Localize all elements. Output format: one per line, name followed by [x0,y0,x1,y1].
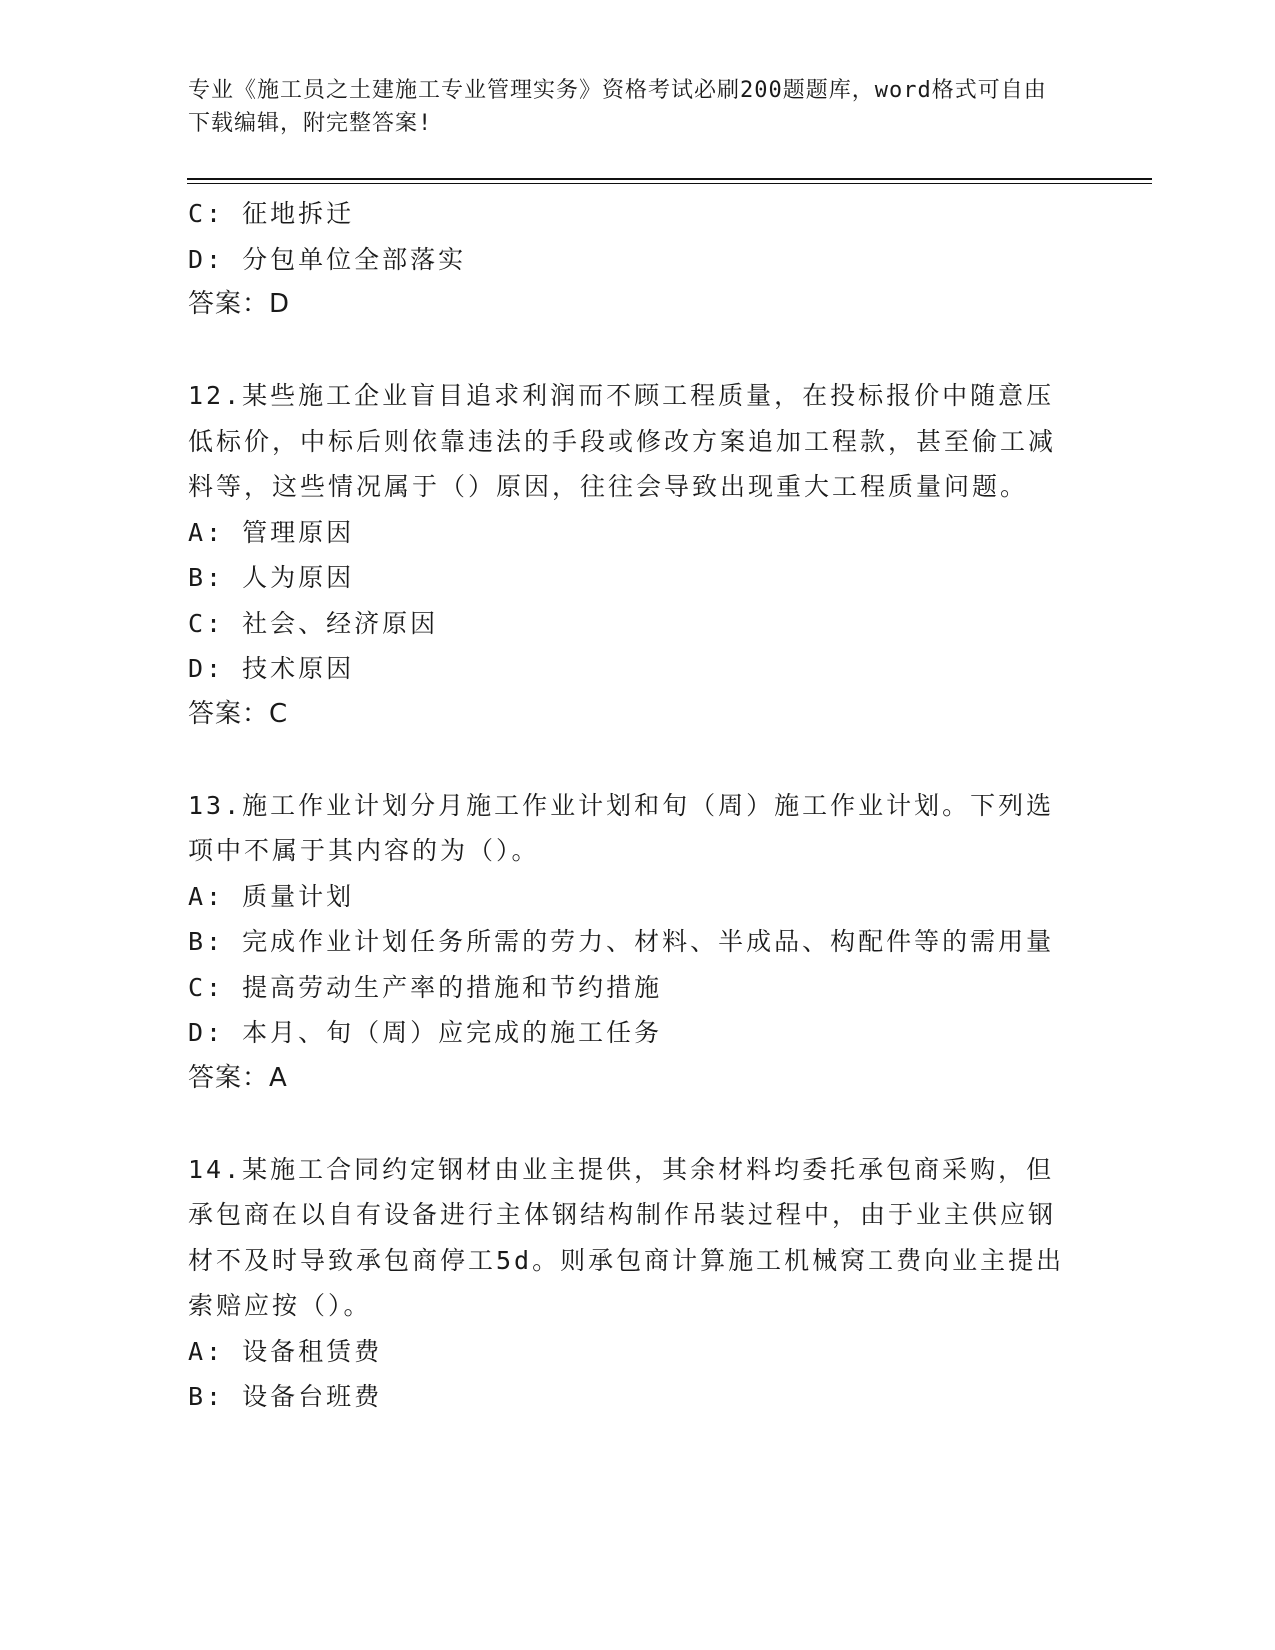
question-text: 13.施工作业计划分月施工作业计划和旬（周）施工作业计划。下列选项中不属于其内容的为（）。 [188,790,1055,865]
page-header: 专业《施工员之土建施工专业管理实务》资格考试必刷200题题库，word格式可自由下载编辑，附完整答案! [188,78,1047,136]
question-13 [188,783,1088,1102]
option-b: B: 完成作业计划任务所需的劳力、材料、半成品、构配件等的需用量 [188,927,1055,956]
spacer [188,1101,1088,1147]
answer-line: 答案：D [188,289,291,319]
option-c: C: 提高劳动生产率的措施和节约措施 [188,972,663,1002]
spacer [188,328,1088,374]
option-b: B: 设备台班费 [188,1382,383,1411]
option-a: A: 质量计划 [188,881,355,911]
option-c: C: 征地拆迁 [188,199,355,228]
question-text: 12.某些施工企业盲目追求利润而不顾工程质量，在投标报价中随意压低标价，中标后则依靠违法的手段或修改方案追加工程款，甚至偷工减料等，这些情况属于（）原因，往往会导致出现重大工程质量问题。 [188,381,1057,501]
question-text: 14.某施工合同约定钢材由业主提供，其余材料均委托承包商采购，但承包商在以自有设备进行主体钢结构制作吊装过程中，由于业主供应钢材不及时导致承包商停工5d。则承包商计算施工机械窝工费向业主提出索赔应按（）。 [188,1154,1065,1320]
question-content [188,191,1088,1420]
option-c: C: 社会、经济原因 [188,608,439,638]
option-d: D: 本月、旬（周）应完成的施工任务 [188,1018,663,1047]
option-a: A: 管理原因 [188,517,355,547]
option-b: B: 人为原因 [188,563,355,592]
answer-line: 答案：C [188,698,289,729]
question-14 [188,1147,1088,1420]
option-a: A: 设备租赁费 [188,1336,383,1366]
option-d: D: 技术原因 [188,654,355,683]
answer-line: 答案：A [188,1062,288,1093]
option-d: D: 分包单位全部落实 [188,244,467,274]
question-11-tail [188,191,1088,328]
header-rule-thin [187,183,1152,184]
spacer [188,737,1088,783]
question-12 [188,373,1088,737]
header-rule-thick [187,178,1152,180]
